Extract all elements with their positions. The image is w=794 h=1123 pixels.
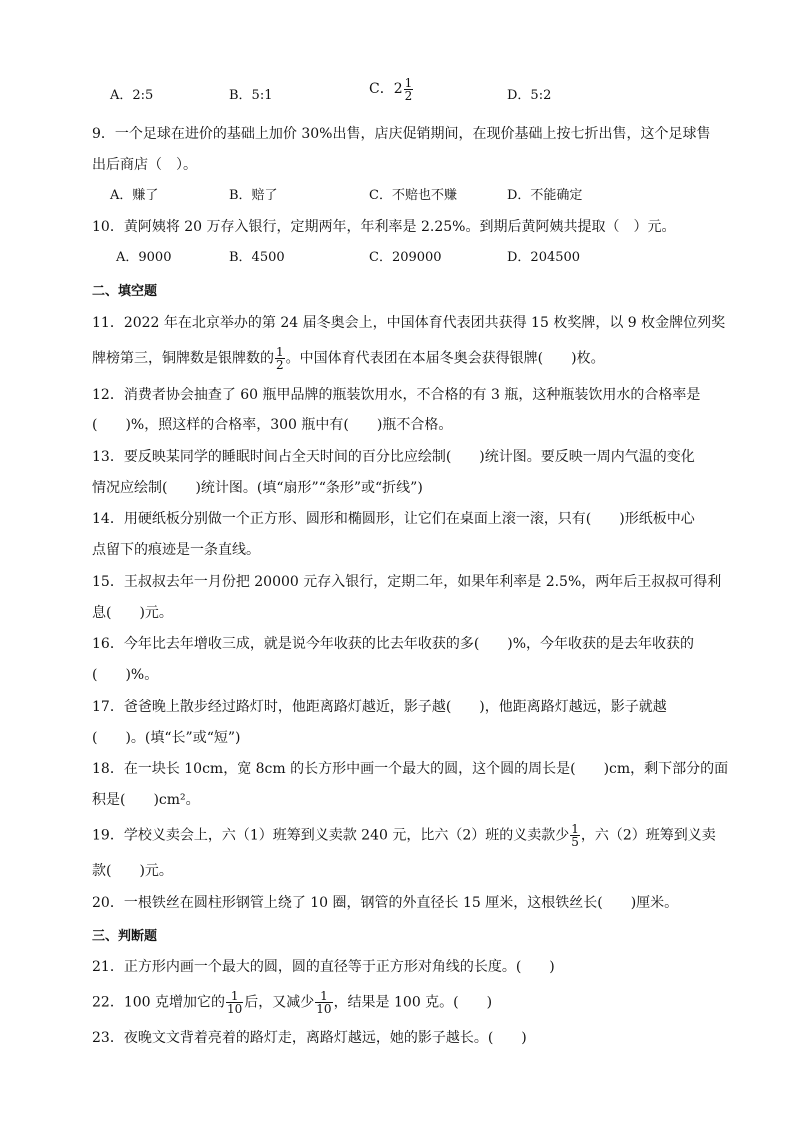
q9-option-c[interactable]: C．不赔也不赚 bbox=[369, 188, 457, 203]
q18-text-line2: 积是( )cm²。 bbox=[92, 792, 200, 808]
q22-fraction-1: $\frac{1}{10}$ bbox=[227, 989, 243, 1016]
q11-text-post: 。中国体育代表团在本届冬奥会获得银牌( )枚。 bbox=[285, 350, 605, 367]
q19-fraction: $\frac{1}{5}$ bbox=[571, 822, 579, 849]
q10-option-b[interactable]: B．4500 bbox=[229, 250, 285, 265]
q10-option-c[interactable]: C．209000 bbox=[369, 250, 442, 265]
section-heading-fill-blank: 二、填空题 bbox=[92, 284, 158, 299]
q10-option-d[interactable]: D．204500 bbox=[507, 250, 581, 265]
q10-option-a[interactable]: A．9000 bbox=[116, 250, 172, 265]
q12-text-line1: 12．消费者协会抽查了 60 瓶甲品牌的瓶装饮用水，不合格的有 3 瓶，这种瓶装饮用水的合格率是 bbox=[92, 387, 701, 403]
q18-text-line1: 18．在一块长 10cm，宽 8cm 的长方形中画一个最大的圆，这个圆的周长是( )cm，剩下部分的面 bbox=[92, 761, 729, 777]
q22-text-post: ，结果是 100 克。( ) bbox=[333, 994, 493, 1011]
q19-text-post: ，六（2）班筹到义卖 bbox=[580, 827, 716, 844]
q13-text-line1: 13．要反映某同学的睡眠时间占全天时间的百分比应绘制( )统计图。要反映一周内气温的变化 bbox=[92, 449, 695, 465]
section-heading-true-false: 三、判断题 bbox=[92, 929, 158, 944]
q15-text-line2: 息( )元。 bbox=[92, 605, 173, 621]
q12-text-line2: ( )%，照这样的合格率，300 瓶中有( )瓶不合格。 bbox=[92, 417, 453, 433]
q11-text-line1: 11．2022 年在北京举办的第 24 届冬奥会上，中国体育代表团共获得 15 枚奖牌，以 9 枚金牌位列奖 bbox=[92, 315, 726, 331]
q14-text-line2: 点留下的痕迹是一条直线。 bbox=[92, 542, 260, 558]
q9-option-d[interactable]: D．不能确定 bbox=[507, 188, 583, 203]
q8-option-d[interactable]: D．5:2 bbox=[507, 88, 552, 103]
q16-text-line2: ( )%。 bbox=[92, 667, 159, 683]
q8-option-a[interactable]: A．2:5 bbox=[110, 88, 154, 103]
q9-option-b[interactable]: B．赔了 bbox=[229, 188, 278, 203]
q9-text-line2: 出后商店（ ）。 bbox=[92, 157, 197, 173]
q9-option-a[interactable]: A．赚了 bbox=[110, 188, 159, 203]
q16-text-line1: 16．今年比去年增收三成，就是说今年收获的比去年收获的多( )%，今年收获的是去年收获的 bbox=[92, 636, 695, 652]
q13-text-line2: 情况应绘制( )统计图。(填“扇形”“条形”或“折线”) bbox=[92, 480, 423, 496]
q15-text-line1: 15．王叔叔去年一月份把 20000 元存入银行，定期二年，如果年利率是 2.5%，两年后王叔叔可得利 bbox=[92, 574, 722, 590]
q17-text-line2: ( )。(填“长”或“短”) bbox=[92, 730, 241, 746]
q8-option-b[interactable]: B．5:1 bbox=[229, 88, 273, 103]
q23-text-line1: 23．夜晚文文背着亮着的路灯走，离路灯越远，她的影子越长。( ) bbox=[92, 1030, 527, 1046]
q22-text-pre: 22．100 克增加它的 bbox=[92, 994, 225, 1011]
q19-text-line2: 款( )元。 bbox=[92, 863, 173, 879]
q11-text-line2 bbox=[92, 346, 707, 371]
q10-text-line1: 10．黄阿姨将 20 万存入银行，定期两年，年利率是 2.25%。到期后黄阿姨共提取（ ）元。 bbox=[92, 219, 676, 235]
q22-fraction-2: $\frac{1}{10}$ bbox=[316, 989, 332, 1016]
q21-text-line1: 21．正方形内画一个最大的圆，圆的直径等于正方形对角线的长度。( ) bbox=[92, 959, 555, 975]
q19-text-pre: 19．学校义卖会上，六（1）班筹到义卖款 240 元，比六（2）班的义卖款少 bbox=[92, 827, 570, 844]
q19-text-line1 bbox=[92, 822, 716, 849]
q22-text-mid: 后，又减少 bbox=[244, 994, 315, 1011]
q14-text-line1: 14．用硬纸板分别做一个正方形、圆形和椭圆形，让它们在桌面上滚一滚，只有( )形纸板中心 bbox=[92, 511, 695, 527]
q8-option-c-fraction: $\frac{1}{2}$ bbox=[404, 76, 413, 103]
q22-text-line1 bbox=[92, 990, 707, 1015]
q11-fraction: $\frac{1}{2}$ bbox=[276, 345, 284, 372]
q20-text-line1: 20．一根铁丝在圆柱形钢管上绕了 10 圈，钢管的外直径长 15 厘米，这根铁丝长( )厘米。 bbox=[92, 895, 679, 911]
q11-text-pre: 牌榜第三，铜牌数是银牌数的 bbox=[92, 350, 274, 367]
q17-text-line1: 17．爸爸晚上散步经过路灯时，他距离路灯越近，影子越( )，他距离路灯越远，影子就越 bbox=[92, 699, 667, 715]
q8-option-c[interactable] bbox=[369, 77, 414, 102]
q8-option-c-label: C．2 bbox=[369, 81, 403, 97]
q9-text-line1: 9．一个足球在进价的基础上加价 30%出售，店庆促销期间，在现价基础上按七折出售，这个足球售 bbox=[92, 126, 711, 142]
